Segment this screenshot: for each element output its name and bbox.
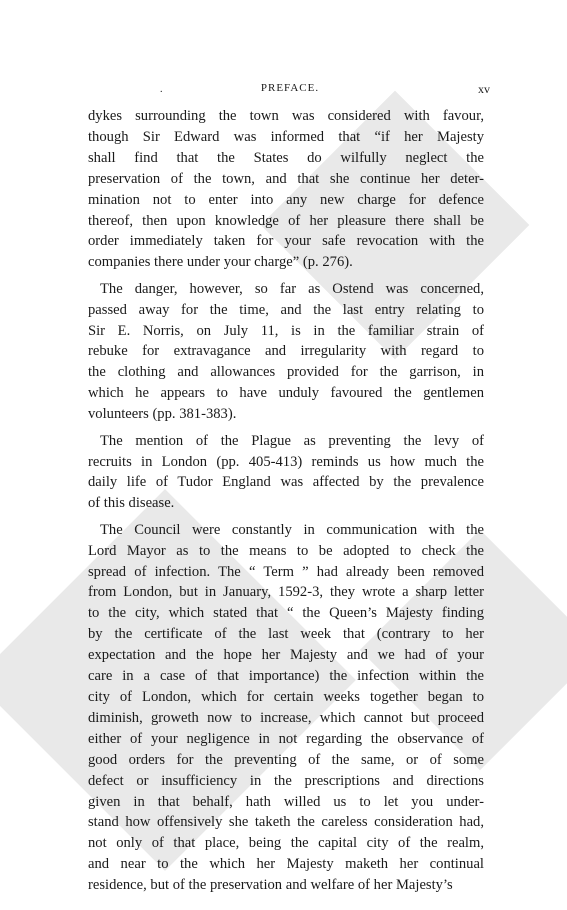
text-line: passed away for the time, and the last entry relating to bbox=[88, 301, 484, 318]
text-line: care in a case of that importance) the infection within the bbox=[88, 668, 484, 685]
text-line: shall find that the States do wilfully neglect the bbox=[88, 149, 484, 166]
text-line: recruits in London (pp. 405-413) reminds us how much the bbox=[88, 453, 484, 470]
text-line: dykes surrounding the town was considered with favour, bbox=[88, 108, 484, 124]
text-line: spread of infection. The “ Term ” had already been removed bbox=[88, 563, 484, 580]
page-number: xv bbox=[478, 82, 490, 96]
text-line: preservation of the town, and that she continue her deter- bbox=[88, 170, 484, 187]
text-line: city of London, which for certain weeks together began to bbox=[88, 688, 484, 705]
stray-mark: . bbox=[160, 84, 164, 95]
text-line: the clothing and allowances provided for the garrison, in bbox=[88, 364, 484, 381]
paragraph bbox=[88, 106, 484, 273]
text-line: The Council were constantly in communication with the bbox=[100, 521, 484, 538]
text-line: good orders for the preventing of the same, or of some bbox=[88, 751, 484, 768]
text-line: diminish, groweth now to increase, which cannot but proceed bbox=[88, 709, 484, 726]
text-line: and near to the which her Majesty maketh her continual bbox=[88, 856, 484, 873]
text-line: expectation and the hope her Majesty and we had of your bbox=[88, 647, 484, 664]
text-line: companies there under your charge” (p. 276). bbox=[88, 254, 353, 271]
text-line: of this disease. bbox=[88, 495, 175, 512]
text-line: either of your negligence in not regarding the observance of bbox=[88, 730, 484, 747]
text-line: to the city, which stated that “ the Queen’s Majesty finding bbox=[88, 605, 484, 622]
text-line: from London, but in January, 1592-3, they wrote a sharp letter bbox=[88, 584, 484, 601]
text-line: order immediately taken for your safe revocation with the bbox=[88, 233, 484, 250]
text-line: stand how offensively she taketh the careless consideration had, bbox=[88, 814, 484, 831]
paragraph bbox=[88, 520, 484, 896]
text-line: Sir E. Norris, on July 11, is in the familiar strain of bbox=[88, 322, 484, 339]
text-line: volunteers (pp. 381-383). bbox=[88, 406, 237, 423]
text-line: thereof, then upon knowledge of her pleasure there shall be bbox=[88, 212, 484, 229]
text-line: daily life of Tudor England was affected by the prevalence bbox=[88, 474, 484, 491]
text-line: though Sir Edward was informed that “if her Majesty bbox=[88, 128, 484, 145]
text-line: by the certificate of the last week that (contrary to her bbox=[88, 626, 484, 643]
text-line: Lord Mayor as to the means to be adopted to check the bbox=[88, 542, 484, 559]
text-line: rebuke for extravagance and irregularity with regard to bbox=[88, 343, 484, 360]
paragraph bbox=[88, 431, 484, 515]
text-line: defect or insufficiency in the prescriptions and directions bbox=[88, 772, 484, 789]
running-head bbox=[90, 82, 490, 98]
body-text bbox=[88, 106, 484, 902]
text-line: The danger, however, so far as Ostend was concerned, bbox=[100, 280, 484, 297]
text-line: not only of that place, being the capital city of the realm, bbox=[88, 835, 484, 852]
text-line: given in that behalf, hath willed us to let you under- bbox=[88, 793, 484, 810]
text-line: The mention of the Plague as preventing the levy of bbox=[100, 432, 484, 449]
text-line: residence, but of the preservation and welfare of her Majesty’s bbox=[88, 877, 453, 894]
text-line: which he appears to have unduly favoured the gentlemen bbox=[88, 385, 484, 402]
paragraph bbox=[88, 279, 484, 425]
running-title: PREFACE. bbox=[260, 82, 320, 94]
text-line: mination not to enter into any new charge for defence bbox=[88, 191, 484, 208]
